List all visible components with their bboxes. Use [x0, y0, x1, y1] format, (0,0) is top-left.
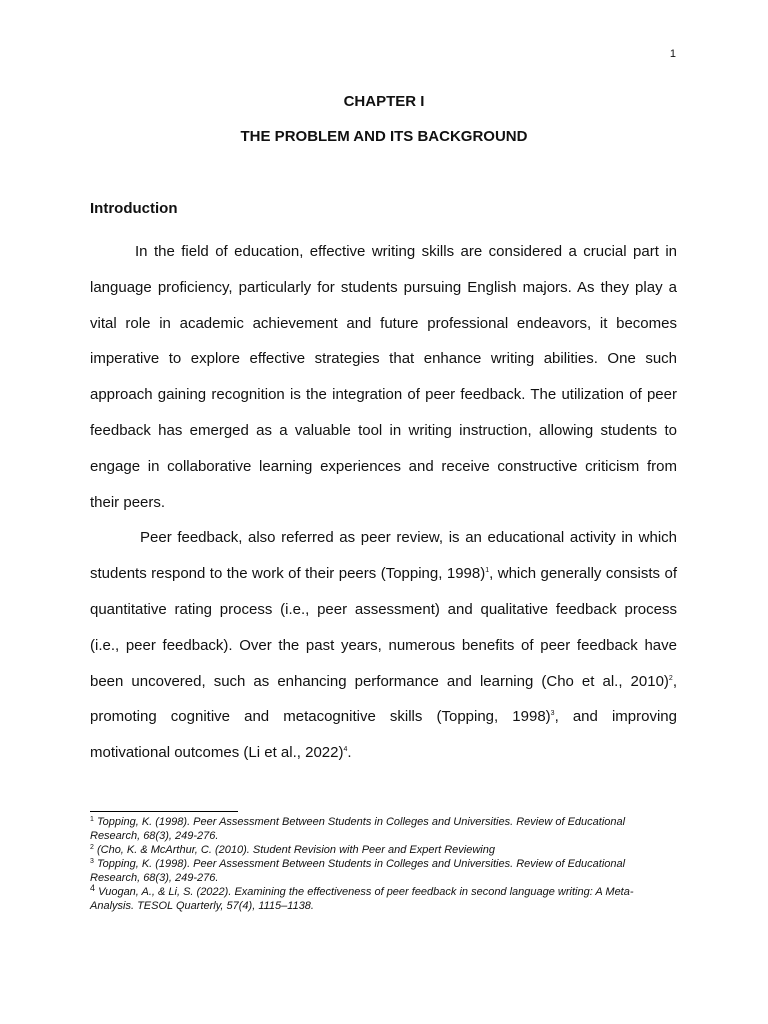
footnote-mark: 2: [90, 844, 94, 851]
paragraph-2-text: , promoting cognitive and metacognitive skills (Topping, 1998): [90, 672, 677, 726]
body-text: [90, 234, 677, 771]
footnotes: [90, 815, 677, 913]
paragraph-2: [90, 520, 677, 771]
footnote-reference: 3: [550, 710, 555, 718]
footnote-reference: 4: [343, 746, 348, 754]
footnote-mark: 4: [90, 883, 96, 893]
footnote-2: [90, 843, 677, 857]
footnote-separator: [90, 811, 238, 812]
footnote-mark: 3: [90, 858, 94, 865]
footnote-reference: 2: [668, 674, 673, 682]
chapter-number: CHAPTER I: [343, 93, 425, 110]
section-heading-introduction: Introduction: [90, 200, 178, 217]
footnote-1: [90, 815, 677, 843]
footnote-text: Topping, K. (1998). Peer Assessment Between Students in Colleges and Universities. Review of Educational Research, 68(3), 249-276.: [90, 858, 626, 884]
footnote-text: Vuogan, A., & Li, S. (2022). Examining the effectiveness of peer feedback in second language writing: A Meta-Analysis. TESOL Quarterly, 57(4), 1115–1138.: [90, 886, 634, 912]
footnote-reference: 1: [485, 567, 490, 575]
chapter-title: THE PROBLEM AND ITS BACKGROUND: [240, 128, 528, 145]
footnote-3: [90, 857, 677, 885]
footnote-4: [90, 885, 677, 913]
footnote-text: Topping, K. (1998). Peer Assessment Between Students in Colleges and Universities. Review of Educational Research, 68(3), 249-276.: [90, 816, 626, 842]
footnote-mark: 1: [90, 816, 94, 823]
paragraph-2-text: , which generally consists of quantitative rating process (i.e., peer assessment) and qualitative feedback process (i.e., peer feedback). Over the past years, numerous benefits of peer feedback have been uncovered, such as enhancing performance and learning (Cho et al., 2010): [90, 565, 677, 690]
footnote-text: (Cho, K. & McArthur, C. (2010). Student Revision with Peer and Expert Reviewing: [96, 844, 495, 856]
paragraph-1: In the field of education, effective writing skills are considered a crucial part in language proficiency, particularly for students pursuing English majors. As they play a vital role in academic achievement and future professional endeavors, it becomes imperative to explore effective strategies that enhance writing abilities. One such approach gaining recognition is the integration of peer feedback. The utilization of peer feedback has emerged as a valuable tool in writing instruction, allowing students to engage in collaborative learning experiences and receive constructive criticism from their peers.: [90, 243, 677, 511]
page-number: 1: [669, 48, 676, 60]
paragraph-2-text: .: [347, 744, 352, 762]
paragraph-2-text: , and improving motivational outcomes (Li et al., 2022): [90, 708, 677, 762]
paragraph-2-text: Peer feedback, also referred as peer review, is an educational activity in which students respond to the work of their peers (Topping, 1998): [90, 529, 677, 583]
